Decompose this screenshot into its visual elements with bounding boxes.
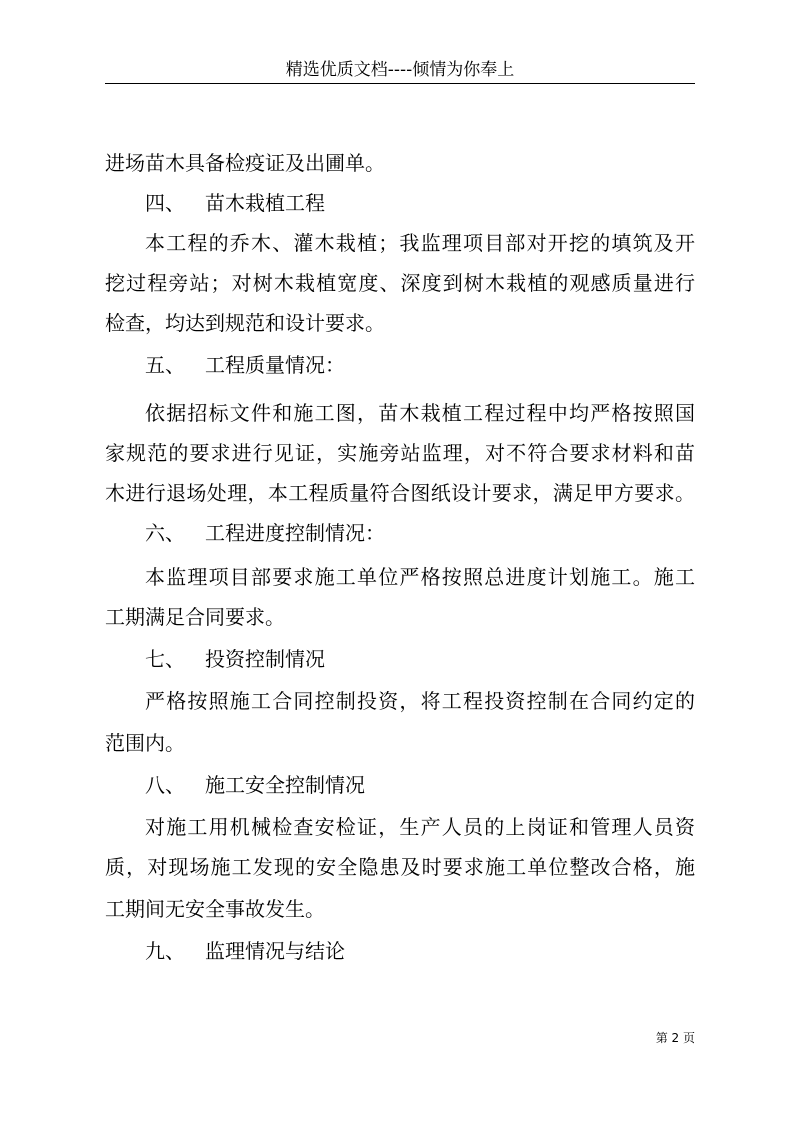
page-header-title: 精选优质文档----倾情为你奉上 — [285, 60, 515, 80]
section-heading-7 — [145, 644, 695, 674]
page-number: 第 2 页 — [655, 1031, 695, 1045]
section-title: 苗木栽植工程 — [205, 191, 325, 215]
section-number: 六、 — [145, 521, 185, 545]
body-line: 家规范的要求进行见证，实施旁站监理，对不符合要求材料和苗 — [105, 441, 695, 465]
body-line: 范围内。 — [105, 731, 185, 755]
body-line: 木进行退场处理，本工程质量符合图纸设计要求，满足甲方要求。 — [105, 481, 695, 505]
body-line: 进场苗木具备检疫证及出圃单。 — [105, 151, 385, 175]
section-heading-5 — [145, 350, 695, 380]
section-heading-9 — [145, 936, 695, 966]
section-title: 工程质量情况： — [205, 353, 345, 377]
header-divider — [105, 83, 695, 84]
section-heading-8 — [145, 770, 695, 800]
body-line: 本监理项目部要求施工单位严格按照总进度计划施工。施工 — [145, 565, 695, 589]
body-line: 检查，均达到规范和设计要求。 — [105, 311, 385, 335]
body-line: 质，对现场施工发现的安全隐患及时要求施工单位整改合格，施 — [105, 855, 695, 879]
section-number: 七、 — [145, 647, 185, 671]
body-line: 严格按照施工合同控制投资，将工程投资控制在合同约定的 — [145, 689, 695, 713]
section-number: 五、 — [145, 353, 185, 377]
section-title: 监理情况与结论 — [205, 939, 345, 963]
section-title: 工程进度控制情况： — [205, 521, 385, 545]
body-line: 工期间无安全事故发生。 — [105, 897, 325, 921]
section-heading-6 — [145, 518, 695, 548]
body-line: 对施工用机械检查安检证，生产人员的上岗证和管理人员资 — [145, 815, 695, 839]
body-line: 挖过程旁站；对树木栽植宽度、深度到树木栽植的观感质量进行 — [105, 271, 695, 295]
section-number: 九、 — [145, 939, 185, 963]
body-line: 本工程的乔木、灌木栽植；我监理项目部对开挖的填筑及开 — [145, 231, 695, 255]
section-number: 八、 — [145, 773, 185, 797]
body-line: 依据招标文件和施工图，苗木栽植工程过程中均严格按照国 — [145, 401, 695, 425]
body-line: 工期满足合同要求。 — [105, 605, 285, 629]
section-title: 投资控制情况 — [205, 647, 325, 671]
section-number: 四、 — [145, 191, 185, 215]
section-title: 施工安全控制情况 — [205, 773, 365, 797]
section-heading-4 — [145, 188, 695, 218]
